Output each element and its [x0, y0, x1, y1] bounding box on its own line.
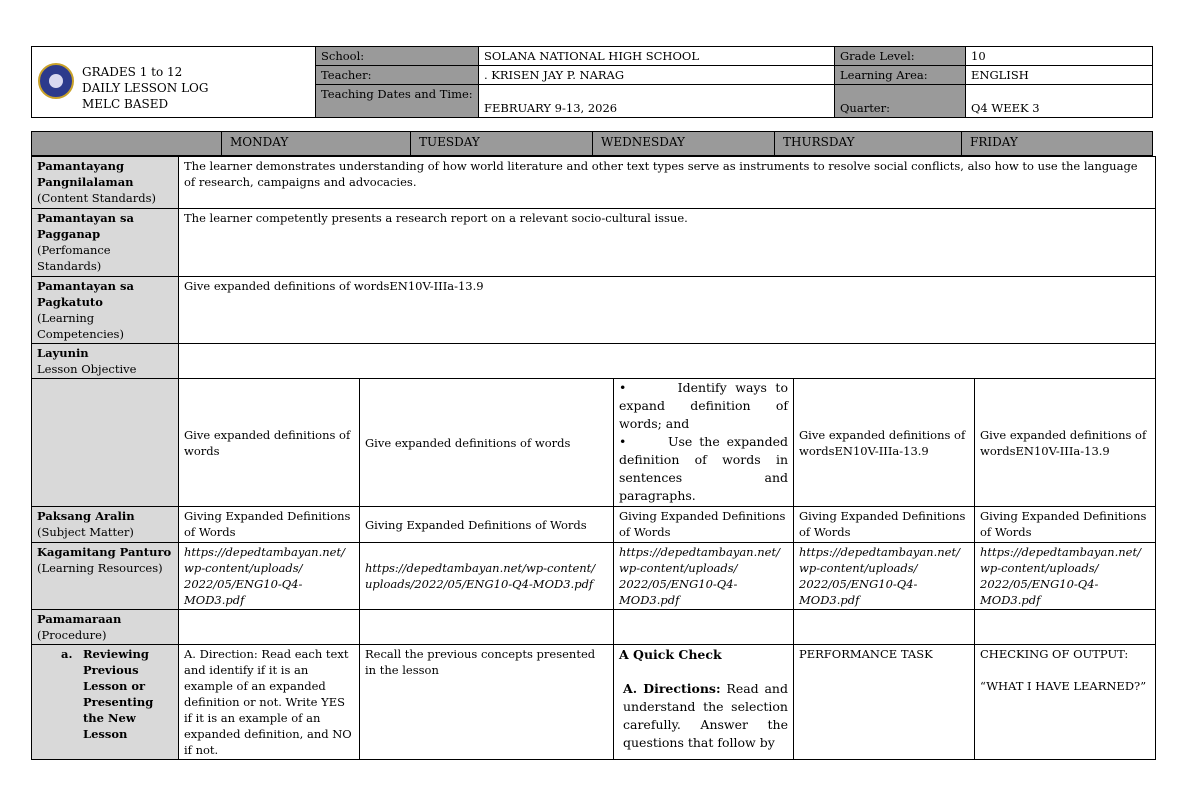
- objective-tuesday: Give expanded definitions of words: [360, 379, 614, 507]
- content-standards-label: Pamantayang Pangnilalaman: [37, 159, 134, 189]
- bullet-icon: •: [619, 380, 678, 395]
- table-row: [32, 507, 1156, 543]
- objective-blank: [179, 344, 1156, 379]
- procedure-blank: [614, 610, 794, 645]
- resources-label: Kagamitang Panturo: [37, 545, 172, 559]
- objective-friday: Give expanded definitions of wordsEN10V-IIIa-13.9: [975, 379, 1156, 507]
- reviewing-marker: a.: [61, 647, 73, 661]
- school-label: School:: [316, 47, 479, 66]
- competencies-sub: (Learning Competencies): [37, 311, 124, 341]
- checking-output-title: CHECKING OF OUTPUT:: [980, 647, 1129, 661]
- row-label: [32, 543, 179, 610]
- row-label: [32, 507, 179, 543]
- resources-sub: (Learning Resources): [37, 561, 163, 575]
- directions-label: A. Directions:: [623, 681, 721, 696]
- procedure-label: Pamamaraan: [37, 612, 122, 626]
- brand-line-3: MELC BASED: [82, 97, 169, 111]
- objective-wednesday: [614, 379, 794, 507]
- subject-monday: Giving Expanded Definitions of Words: [179, 507, 360, 543]
- reviewing-wednesday: [614, 645, 794, 760]
- procedure-blank: [975, 610, 1156, 645]
- resource-link-wednesday[interactable]: https://depedtambayan.net/ wp-content/uploads/ 2022/05/ENG10-Q4- MOD3.pdf: [614, 543, 794, 610]
- row-label-blank: [32, 379, 179, 507]
- reviewing-friday: [975, 645, 1156, 760]
- row-label: [32, 209, 179, 277]
- row-label: [32, 157, 179, 209]
- resource-link-tuesday[interactable]: https://depedtambayan.net/wp-content/ uploads/2022/05/ENG10-Q4-MOD3.pdf: [360, 543, 614, 610]
- subject-matter-sub: (Subject Matter): [37, 525, 134, 539]
- dates-value: FEBRUARY 9-13, 2026: [479, 85, 835, 118]
- row-label: [32, 344, 179, 379]
- list-item: [619, 379, 788, 433]
- objective-wednesday-1: Identify ways to expand definition of words; and: [619, 380, 788, 431]
- brand-block: [32, 47, 314, 114]
- procedure-blank: [794, 610, 975, 645]
- what-learned-text: “WHAT I HAVE LEARNED?”: [980, 679, 1147, 693]
- lesson-log-table: [31, 156, 1156, 760]
- day-monday: MONDAY: [222, 132, 411, 156]
- resource-link-friday[interactable]: https://depedtambayan.net/ wp-content/uploads/ 2022/05/ENG10-Q4- MOD3.pdf: [975, 543, 1156, 610]
- table-row: [32, 344, 1156, 379]
- resource-link-monday[interactable]: https://depedtambayan.net/ wp-content/uploads/ 2022/05/ENG10-Q4- MOD3.pdf: [179, 543, 360, 610]
- table-row: [32, 610, 1156, 645]
- performance-standards-text: The learner competently presents a research report on a relevant socio-cultural issue.: [179, 209, 1156, 277]
- objective-sub: Lesson Objective: [37, 362, 137, 376]
- procedure-blank: [179, 610, 360, 645]
- row-label: [32, 277, 179, 344]
- table-row: [32, 543, 1156, 610]
- resource-link-thursday[interactable]: https://depedtambayan.net/ wp-content/uploads/ 2022/05/ENG10-Q4- MOD3.pdf: [794, 543, 975, 610]
- bullet-icon: •: [619, 434, 668, 449]
- table-row: [32, 277, 1156, 344]
- objective-thursday: Give expanded definitions of wordsEN10V-IIIa-13.9: [794, 379, 975, 507]
- content-standards-text: The learner demonstrates understanding of how world literature and other text types serve as instruments to resolve social conflicts, also how to use the language of research, campaigns and advocacies.: [179, 157, 1156, 209]
- grade-value: 10: [966, 47, 1153, 66]
- day-header-blank: [32, 132, 222, 156]
- reviewing-thursday: PERFORMANCE TASK: [794, 645, 975, 760]
- table-row: [32, 209, 1156, 277]
- row-label: [32, 610, 179, 645]
- subject-friday: Giving Expanded Definitions of Words: [975, 507, 1156, 543]
- teacher-label: Teacher:: [316, 66, 479, 85]
- table-row: [32, 379, 1156, 507]
- content-standards-sub: (Content Standards): [37, 191, 156, 205]
- competencies-label: Pamantayan sa Pagkatuto: [37, 279, 134, 309]
- subject-wednesday: Giving Expanded Definitions of Words: [614, 507, 794, 543]
- day-thursday: THURSDAY: [775, 132, 962, 156]
- subject-tuesday: Giving Expanded Definitions of Words: [360, 507, 614, 543]
- quarter-value: Q4 WEEK 3: [966, 85, 1153, 118]
- day-wednesday: WEDNESDAY: [593, 132, 775, 156]
- quarter-label: Quarter:: [835, 85, 966, 118]
- day-header-bar: [31, 131, 1153, 156]
- school-value: SOLANA NATIONAL HIGH SCHOOL: [479, 47, 835, 66]
- performance-standards-sub: (Perfomance Standards): [37, 243, 111, 273]
- competencies-text: Give expanded definitions of wordsEN10V-IIIa-13.9: [179, 277, 1156, 344]
- deped-seal-icon: [38, 63, 74, 99]
- grade-label: Grade Level:: [835, 47, 966, 66]
- objective-wednesday-2: Use the expanded definition of words in sentences and paragraphs.: [619, 434, 789, 503]
- area-label: Learning Area:: [835, 66, 966, 85]
- area-value: ENGLISH: [966, 66, 1153, 85]
- row-label: [32, 645, 179, 760]
- procedure-blank: [360, 610, 614, 645]
- quick-check-title: A Quick Check: [619, 647, 722, 662]
- subject-thursday: Giving Expanded Definitions of Words: [794, 507, 975, 543]
- objective-monday: Give expanded definitions of words: [179, 379, 360, 507]
- list-item: [619, 433, 788, 505]
- day-tuesday: TUESDAY: [411, 132, 593, 156]
- table-row: [32, 645, 1156, 760]
- performance-standards-label: Pamantayan sa Pagganap: [37, 211, 134, 241]
- subject-matter-label: Paksang Aralin: [37, 509, 135, 523]
- brand-line-1: GRADES 1 to 12: [82, 65, 183, 79]
- day-friday: FRIDAY: [962, 132, 1153, 156]
- directions-text: Read and understand the selection carefully. Answer the questions that follow by: [623, 681, 788, 750]
- objective-label: Layunin: [37, 346, 89, 360]
- reviewing-label: Reviewing Previous Lesson or Presenting the New Lesson: [83, 647, 154, 741]
- procedure-sub: (Procedure): [37, 628, 107, 642]
- reviewing-tuesday: Recall the previous concepts presented in the lesson: [360, 645, 614, 760]
- dates-label: Teaching Dates and Time:: [316, 85, 479, 118]
- brand-line-2: DAILY LESSON LOG: [82, 81, 209, 95]
- reviewing-monday: A. Direction: Read each text and identify if it is an example of an expanded definition or not. Write YES if it is an example of an expanded definition, and NO if not.: [179, 645, 360, 760]
- table-row: [32, 157, 1156, 209]
- teacher-value: . KRISEN JAY P. NARAG: [479, 66, 835, 85]
